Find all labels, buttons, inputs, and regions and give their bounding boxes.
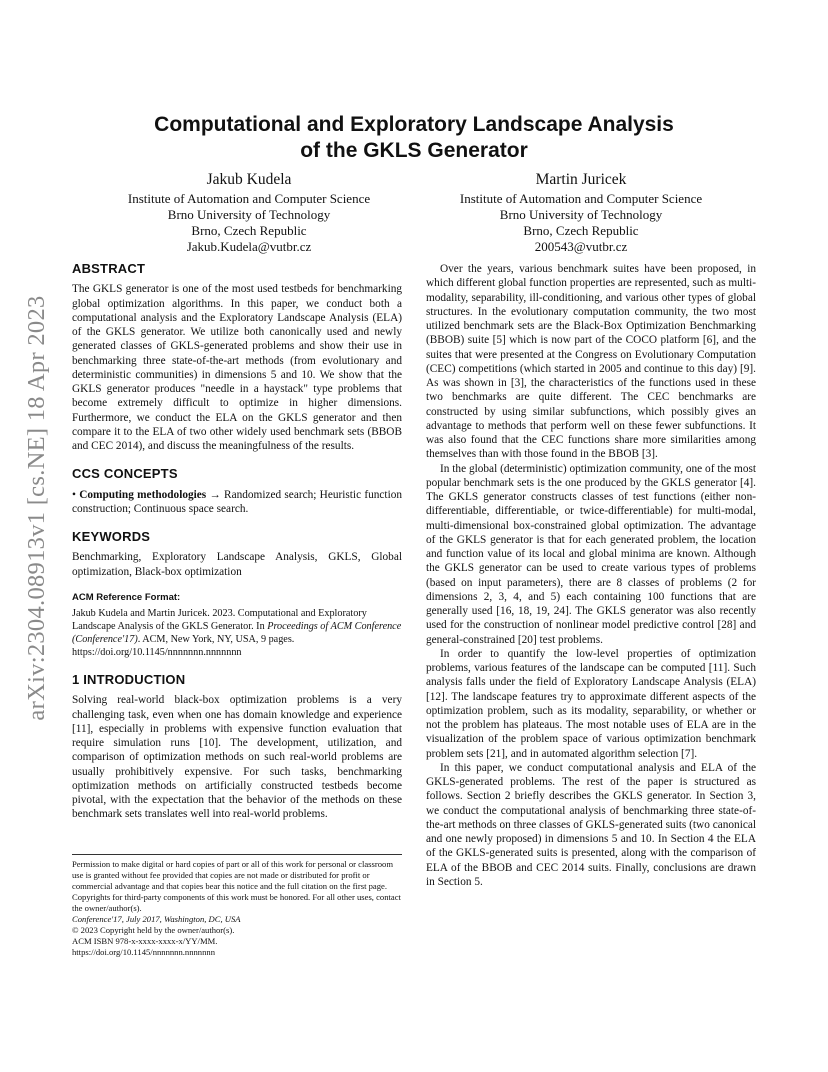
acm-ref-venue: Proceedings of ACM Conference (Conference'17) (72, 621, 402, 645)
arxiv-stamp (22, 285, 52, 730)
keywords-heading: KEYWORDS (72, 529, 151, 544)
acm-ref-part1: Jakub Kudela and Martin Juricek. 2023. Computational and Exploratory Landscape Analysis of the GKLS Generator. In (72, 608, 367, 632)
footnote-isbn: ACM ISBN 978-x-xxxx-xxxx-x/YY/MM. (72, 936, 218, 946)
abstract-text: The GKLS generator is one of the most used testbeds for benchmarking global optimization algorithms. In this paper, we conduct both a computational analysis and the Exploratory Landscape Analysis (ELA) of the GKLS generator. We utilize both canonically used and newly generated classes of GKLS-generated problems and show their use in benchmarking three state-of-the-art methods (from evolutionary and deterministic communities) in dimensions 5 and 10. We show that the GKLS generator produces "needle in a haystack" type problems that become extremely difficult to optimize in higher dimensions. Furthermore, we conduct the ELA on the GKLS generator and then compare it to the ELA of two other widely used benchmark sets (BBOB and CEC 2014), and discuss the meaningfulness of the results. (72, 283, 402, 452)
footnote-doi: https://doi.org/10.1145/nnnnnnn.nnnnnnn (72, 947, 215, 957)
author-block (416, 170, 746, 255)
body-paragraph: In this paper, we conduct computational analysis and ELA of the GKLS-generated problems. The rest of the paper is structured as follows. Section 2 briefly describes the GKLS generator. In Section 3, we conduct the computational analysis of benchmarking three state-of-the-art methods on three classes of GKLS-generated suits (two canonical and one newly proposed) in dimensions 5 and 10. In Section 4 the ELA of the GKLS-generated suits is presented, along with the comparison of ELA of the BBOB and CEC 2014 suits. Finally, conclusions are drawn in Section 5. (426, 761, 756, 888)
title-line-1: Computational and Exploratory Landscape Analysis (154, 113, 674, 136)
left-column (72, 262, 402, 822)
paper-title (100, 112, 728, 164)
author-name: Jakub Kudela (206, 171, 292, 188)
footnote-rule (72, 854, 402, 855)
ccs-heading: CCS CONCEPTS (72, 466, 178, 482)
abstract-heading: ABSTRACT (72, 261, 146, 276)
title-line-2: of the GKLS Generator (300, 139, 528, 162)
footnote-copyright: © 2023 Copyright held by the owner/author(s). (72, 925, 235, 935)
footnote-permission: Permission to make digital or hard copies of part or all of this work for personal or classroom use is granted without fee provided that copies are not made or distributed for profit or commercial advantage and that copies bear this notice and the full citation on the first page. Copyrights for third-party components of this work must be honored. For all other uses, contact the owner/author(s). (72, 859, 401, 913)
author-email: Jakub.Kudela@vutbr.cz (186, 239, 312, 254)
body-paragraph: Over the years, various benchmark suites have been proposed, in which different global function properties are represented, such as multi-modality, separability, ill-conditioning, and various other types of global structures. In the evolutionary computation community, the two most utilized benchmark sets are the Black-Box Optimization Benchmarking (BBOB) suite [5] which is now part of the COCO platform [6], and the suites that were presented at the Congress on Evolutionary Computation (CEC) competitions (which started in 2005 and continue to this day) [9]. As was shown in [3], the characteristics of the functions used in these two benchmarks are quite different. The CEC benchmarks are constructed by using similar subfunctions, which possibly gives an advantage to methods that perform well on these fewer subfunctions. It was also found that the CEC functions share more similarities among themselves than with those found in the BBOB [3]. (426, 263, 756, 461)
footnote-conference: Conference'17, July 2017, Washington, DC, USA (72, 914, 241, 924)
keywords-text: Benchmarking, Exploratory Landscape Analysis, GKLS, Global optimization, Black-box optimization (72, 551, 402, 578)
author-affiliation: Institute of Automation and Computer Science (127, 191, 371, 206)
body-paragraph: In order to quantify the low-level properties of optimization problems, various features of the landscape can be computed [11]. Such analysis falls under the field of Exploratory Landscape Analysis (ELA) [12]. The landscape features try to approximate different aspects of the optimization problem, such as its modality, separability, or whether or not the problem has plateaus. The most notable uses of ELA are in the visualization of the problem space of various optimization benchmark problem sets [21], and in automated algorithm selection [7]. (426, 647, 756, 760)
body-paragraph: In the global (deterministic) optimization community, one of the most popular benchmark sets is the one produced by the GKLS generator [4]. The GKLS generator constructs classes of test functions (either non-differentiable, differentiable, or twice-differentiable) for multi-modal, multi-dimensional box-constrained global optimization. The advantage of the GKLS generator is that for each generated problem, the location and function value of its local and global minima are known. Although the GKLS generator can be used to create various types of problems (based on input parameters), there are 8 classes of problems (2 for dimensions 2, 3, 4, and 5) each containing 100 functions that are generally used [16, 18, 19, 24]. The GKLS generator was also recently used for the construction of nonlinear model predictive control [28] and general-constrained [20] test problems. (426, 462, 756, 646)
ccs-bullet: • (72, 488, 76, 501)
author-institution: Brno University of Technology (499, 207, 663, 222)
author-block (84, 170, 414, 255)
author-email: 200543@vutbr.cz (534, 239, 628, 254)
acm-ref-heading: ACM Reference Format: (72, 591, 181, 603)
author-location: Brno, Czech Republic (191, 223, 307, 238)
acm-ref-text (72, 607, 402, 659)
intro-paragraph: Solving real-world black-box optimization problems is a very challenging task, even when one has domain knowledge and experience [11], especially in problems with expensive function evaluation that require simulation runs [10]. The development, utilization, and comparison of optimization methods on such real-world problems are usually prohibitively expensive. For such tasks, benchmarking optimization methods on artificially constructed testbeds become pivotal, with the expectation that the behavior of the methods on these benchmark sets translates well into real-world problems. (72, 694, 402, 821)
arxiv-stamp-text: arXiv:2304.08913v1 [cs.NE] 18 Apr 2023 (23, 294, 50, 721)
author-affiliation: Institute of Automation and Computer Science (459, 191, 703, 206)
author-name: Martin Juricek (535, 171, 627, 188)
author-institution: Brno University of Technology (167, 207, 331, 222)
right-column (426, 262, 756, 889)
permission-footnote (72, 859, 402, 958)
author-location: Brno, Czech Republic (523, 223, 639, 238)
ccs-text (72, 488, 402, 517)
ccs-term: Computing methodologies (79, 488, 207, 501)
acm-ref-part2: . ACM, New York, NY, USA, 9 pages. https://doi.org/10.1145/nnnnnnn.nnnnnnn (72, 634, 295, 658)
intro-heading: 1 INTRODUCTION (72, 672, 186, 687)
ccs-rest: → Randomized search; Heuristic function construction; Continuous space search. (72, 488, 403, 515)
